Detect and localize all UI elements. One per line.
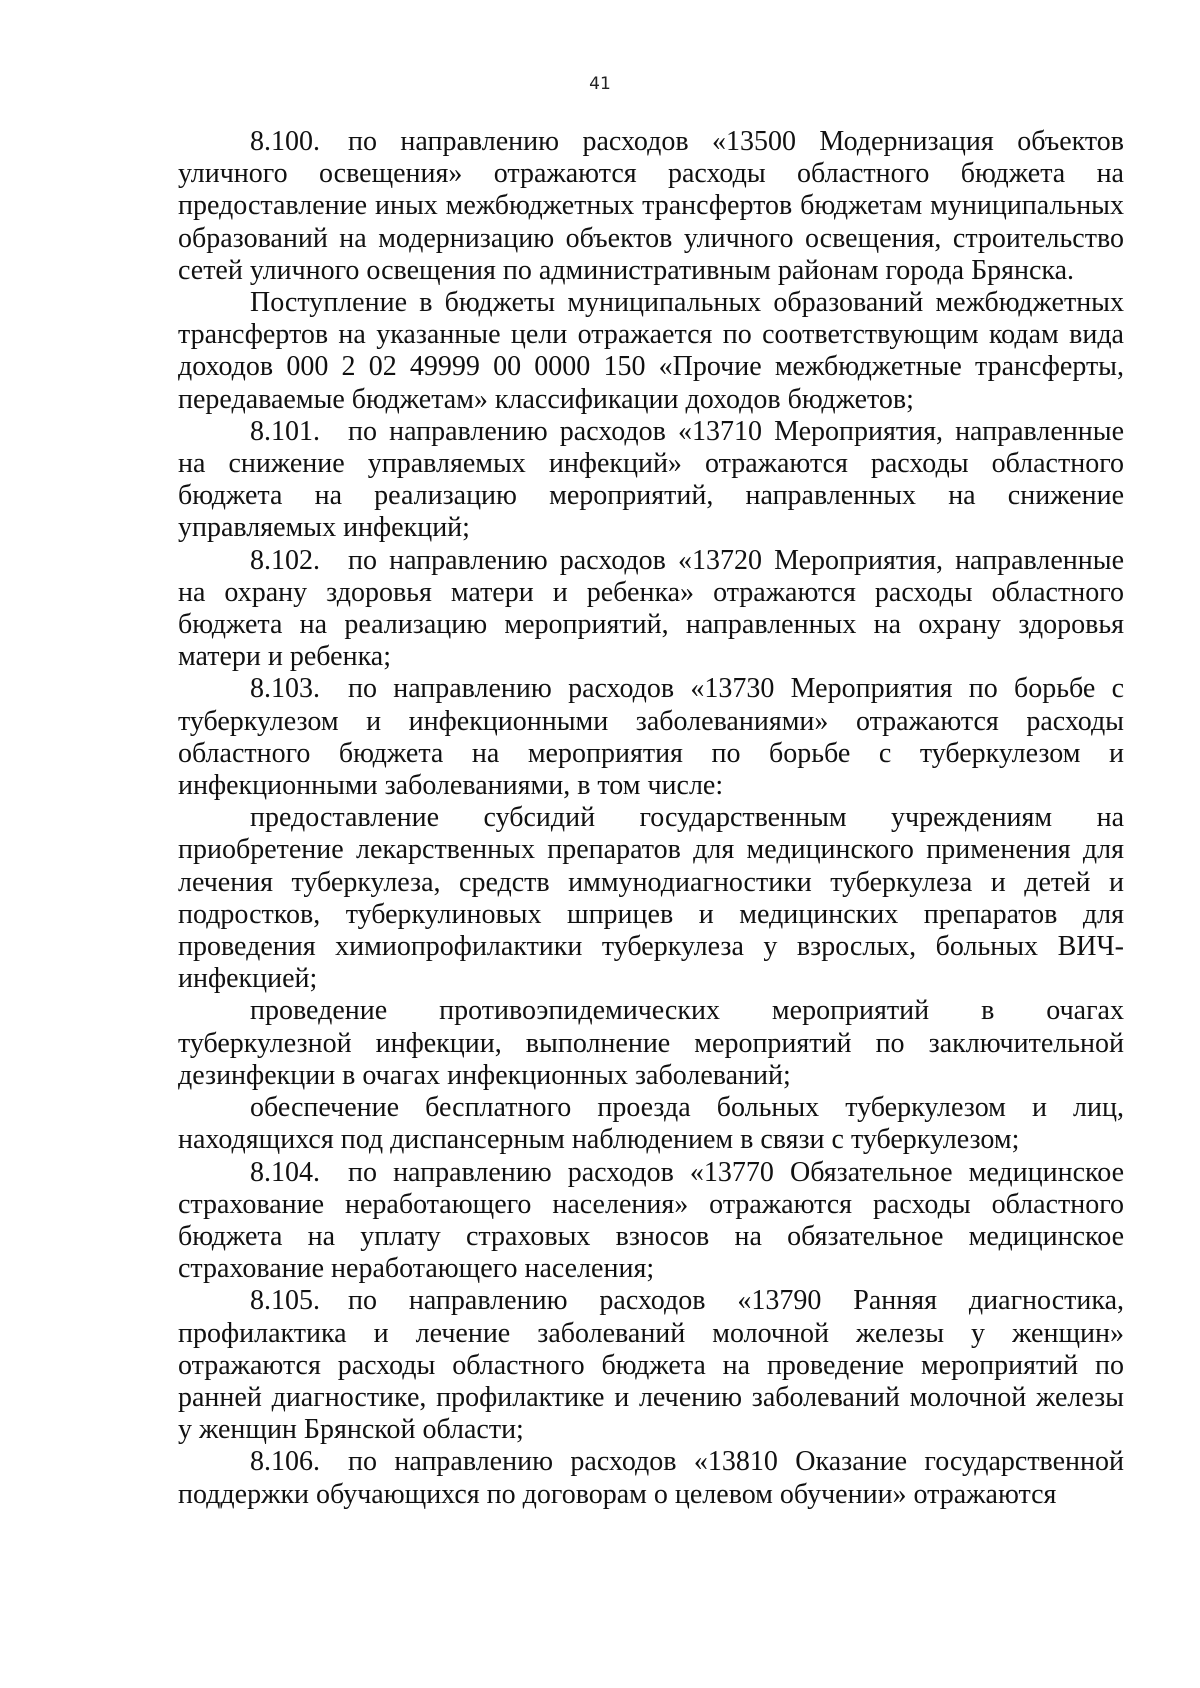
paragraph-transfers-note: Поступление в бюджеты муниципальных образований межбюджетных трансфертов на указанные цели отражается по соответствующим кодам вида доходов 000 2 02 49999 00 0000 150 «Прочие межбюджетные трансферты, передаваемые бюджетам» классификации доходов бюджетов; [178,287,1124,415]
paragraph-8-105: 8.105. по направлению расходов «13790 Ранняя диагностика, профилактика и лечение заболеваний молочной железы у женщин» отражаются расходы областного бюджета на проведение мероприятий по ранней диагностике, профилактике и лечению заболеваний молочной железы у женщин Брянской области; [178,1285,1124,1446]
paragraph-8-100: 8.100. по направлению расходов «13500 Модернизация объектов уличного освещения» отражаются расходы областного бюджета на предоставление иных межбюджетных трансфертов бюджетам муниципальных образований на модернизацию объектов уличного освещения, строительство сетей уличного освещения по административным районам города Брянска. [178,126,1124,286]
paragraph-8-104: 8.104. по направлению расходов «13770 Обязательное медицинское страхование неработающего населения» отражаются расходы областного бюджета на уплату страховых взносов на обязательное медицинское страхование неработающего населения; [178,1156,1124,1285]
paragraph-antiepidemic: проведение противоэпидемических мероприятий в очагах туберкулезной инфекции, выполнение мероприятий по заключительной дезинфекции в очагах инфекционных заболеваний; [178,995,1124,1091]
paragraph-8-102: 8.102. по направлению расходов «13720 Мероприятия, направленные на охрану здоровья матери и ребенка» отражаются расходы областного бюджета на реализацию мероприятий, направленных на охрану здоровья матери и ребенка; [178,544,1124,673]
paragraph-8-101: 8.101. по направлению расходов «13710 Мероприятия, направленные на снижение управляемых инфекций» отражаются расходы областного бюджета на реализацию мероприятий, направленных на снижение управляемых инфекций; [178,415,1124,544]
paragraph-subsidies: предоставление субсидий государственным учреждениям на приобретение лекарственных препаратов для медицинского применения для лечения туберкулеза, средств иммунодиагностики туберкулеза и детей и подростков, туберкулиновых шприцев и медицинских препаратов для проведения химиопрофилактики туберкулеза у взрослых, больных ВИЧ-инфекцией; [178,802,1124,995]
page-number: 41 [589,74,611,94]
paragraph-8-106: 8.106. по направлению расходов «13810 Оказание государственной поддержки обучающихся по договорам о целевом обучении» отражаются [178,1446,1124,1510]
paragraph-8-103: 8.103. по направлению расходов «13730 Мероприятия по борьбе с туберкулезом и инфекционными заболеваниями» отражаются расходы областного бюджета на мероприятия по борьбе с туберкулезом и инфекционными заболеваниями, в том числе: [178,673,1124,802]
paragraph-free-travel: обеспечение бесплатного проезда больных туберкулезом и лиц, находящихся под диспансерным наблюдением в связи с туберкулезом; [178,1092,1124,1156]
document-body [178,126,1124,1511]
